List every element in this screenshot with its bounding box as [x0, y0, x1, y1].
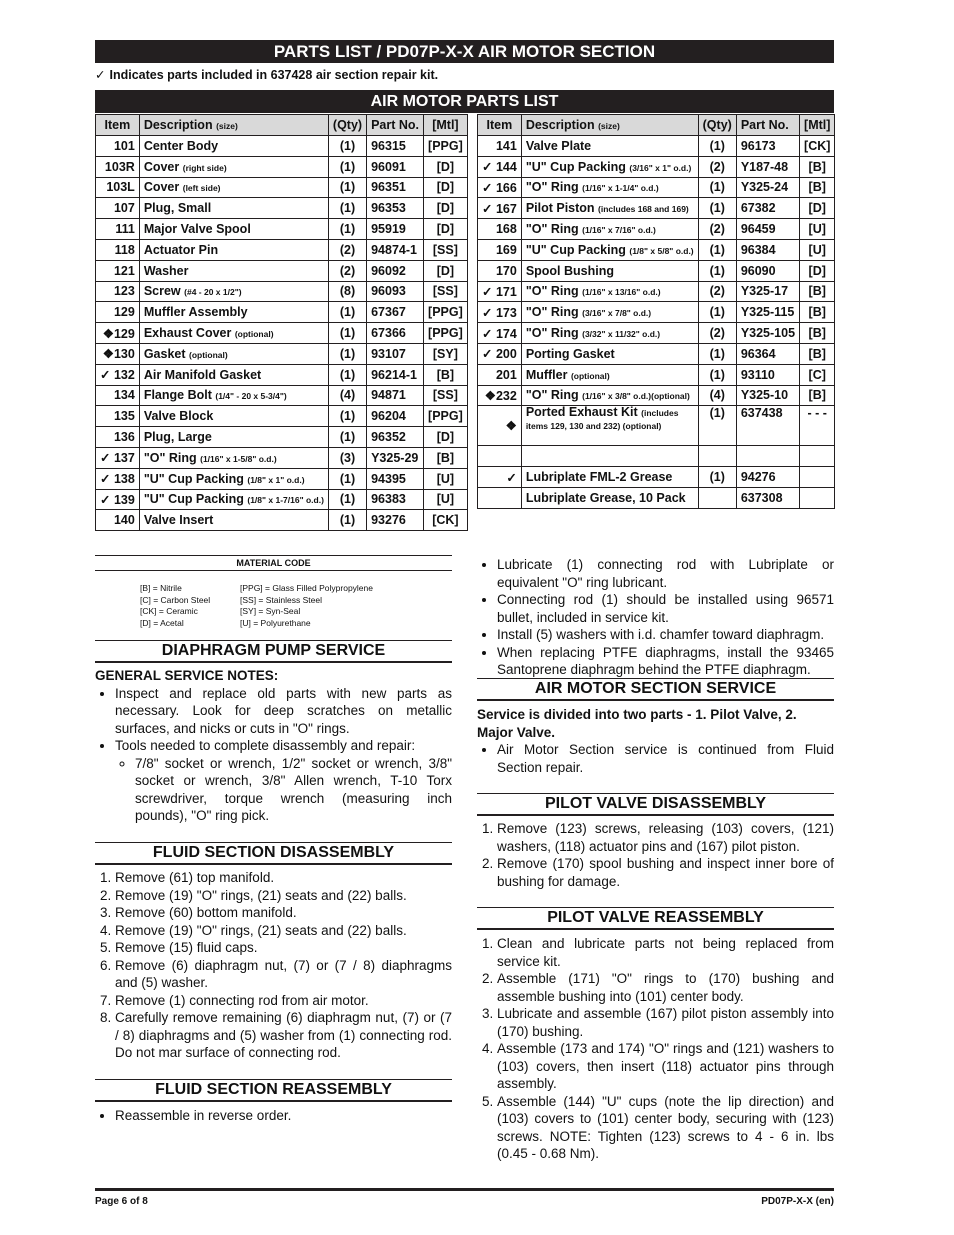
diaphragm-service-body — [95, 667, 452, 825]
table-row — [96, 156, 468, 177]
col-part-no: Part No. — [736, 115, 799, 136]
cell-part-no: 96091 — [367, 156, 424, 177]
cell-qty: (1) — [698, 177, 736, 198]
cell-item: 168 — [478, 219, 522, 240]
table-row — [96, 281, 468, 302]
cell-mtl: [PPG] — [424, 302, 468, 323]
table-header-row — [478, 115, 835, 136]
cell-description — [521, 446, 698, 467]
cell-part-no: 96351 — [367, 177, 424, 198]
material-code-entry: [D] = Acetal — [140, 617, 184, 628]
cell-qty: (2) — [698, 156, 736, 177]
cell-description: "O" Ring (1/16" x 13/16" o.d.) — [521, 281, 698, 302]
table-row — [478, 487, 835, 508]
cell-part-no: 94871 — [367, 385, 424, 406]
cell-mtl — [800, 467, 835, 488]
cell-mtl — [800, 446, 835, 467]
list-item: • Connecting rod (1) should be installed using 96571 bullet, included in service kit. — [497, 591, 834, 626]
document-code: PD07P-X-X (en) — [761, 1196, 834, 1207]
cell-mtl: [D] — [424, 260, 468, 281]
cell-mtl: [B] — [800, 323, 835, 344]
cell-mtl: [PPG] — [424, 406, 468, 427]
table-row — [478, 323, 835, 344]
cell-qty: (1) — [328, 427, 366, 448]
list-item: 2. Remove (170) spool bushing and inspect inner bore of bushing for damage. — [497, 855, 834, 890]
list-item: 3. Lubricate and assemble (167) pilot piston assembly into (170) bushing. — [497, 1005, 834, 1040]
table-row — [478, 446, 835, 467]
cell-mtl: [SS] — [424, 385, 468, 406]
table-header-row — [96, 115, 468, 136]
cell-mtl: - - - — [800, 406, 835, 446]
air-motor-service-heading: AIR MOTOR SECTION SERVICE — [477, 678, 834, 701]
parts-table-right — [477, 114, 835, 509]
cell-mtl: [D] — [424, 219, 468, 240]
cell-part-no: 67366 — [367, 323, 424, 344]
cell-item: ✓ 139 — [96, 489, 140, 510]
list-item: 7. Remove (1) connecting rod from air motor. — [115, 992, 452, 1010]
table-row — [478, 406, 835, 446]
cell-qty: (1) — [328, 198, 366, 219]
cell-description: Porting Gasket — [521, 343, 698, 364]
cell-description: Muffler (optional) — [521, 364, 698, 385]
cell-description: "O" Ring (1/16" x 1-1/4" o.d.) — [521, 177, 698, 198]
cell-mtl: [U] — [800, 219, 835, 240]
cell-item — [478, 487, 522, 508]
cell-description: Spool Bushing — [521, 260, 698, 281]
cell-part-no: Y325-10 — [736, 385, 799, 406]
diaphragm-service-heading: DIAPHRAGM PUMP SERVICE — [95, 640, 452, 663]
cell-item: 135 — [96, 406, 140, 427]
list-item: • Lubricate (1) connecting rod with Lubriplate or equivalent "O" ring lubricant. — [497, 556, 834, 591]
cell-part-no: 96093 — [367, 281, 424, 302]
cell-part-no: Y325-29 — [367, 447, 424, 468]
col-item: Item — [96, 115, 140, 136]
cell-part-no — [736, 446, 799, 467]
cell-mtl: [U] — [424, 489, 468, 510]
table-row — [96, 406, 468, 427]
cell-description: Screw (#4 - 20 x 1/2") — [139, 281, 328, 302]
page-title: PARTS LIST / PD07P-X-X AIR MOTOR SECTION — [95, 40, 834, 63]
list-item: 1. Remove (123) screws, releasing (103) covers, (121) washers, (118) actuator pins and (167) pilot piston. — [497, 820, 834, 855]
cell-mtl: [B] — [800, 343, 835, 364]
list-item: 2. Assemble (171) "O" rings to (170) bushing and assemble bushing into (101) center body. — [497, 970, 834, 1005]
cell-description: Valve Insert — [139, 510, 328, 531]
fluid-reassembly-body — [95, 1107, 452, 1125]
table-row — [96, 468, 468, 489]
list-item: 4. Remove (19) "O" rings, (21) seats and (22) balls. — [115, 922, 452, 940]
cell-qty: (1) — [698, 239, 736, 260]
cell-qty: (1) — [328, 156, 366, 177]
cell-description: Plug, Small — [139, 198, 328, 219]
cell-part-no: Y325-24 — [736, 177, 799, 198]
cell-item: 140 — [96, 510, 140, 531]
table-row — [478, 343, 835, 364]
list-item: 8. Carefully remove remaining (6) diaphragm nut, (7) or (7 / 8) diaphragms and (5) washer from (1) connecting rod. Do not mar surface of connecting rod. — [115, 1009, 452, 1062]
col-part-no: Part No. — [367, 115, 424, 136]
cell-item: ❖ — [478, 406, 522, 446]
cell-qty: (1) — [328, 489, 366, 510]
cell-description: Pilot Piston (includes 168 and 169) — [521, 198, 698, 219]
col-qty: (Qty) — [698, 115, 736, 136]
cell-qty: (1) — [328, 136, 366, 157]
cell-part-no: 94874-1 — [367, 239, 424, 260]
cell-part-no: 96204 — [367, 406, 424, 427]
cell-qty: (1) — [698, 364, 736, 385]
cell-item: ✓ 166 — [478, 177, 522, 198]
cell-qty: (1) — [698, 343, 736, 364]
cell-qty: (1) — [328, 219, 366, 240]
cell-item: 201 — [478, 364, 522, 385]
cell-part-no: 96353 — [367, 198, 424, 219]
fluid-disassembly-body — [95, 869, 452, 1062]
fluid-reassembly-body-cont — [477, 556, 834, 679]
cell-qty: (2) — [698, 323, 736, 344]
list-item: • Inspect and replace old parts with new parts as necessary. Look for deep scratches on metallic surfaces, and nicks or cuts in "O" rings. — [115, 685, 452, 738]
cell-qty: (1) — [328, 323, 366, 344]
cell-part-no: 95919 — [367, 219, 424, 240]
cell-mtl: [D] — [424, 156, 468, 177]
col-description: Description (size) — [139, 115, 328, 136]
cell-mtl: [D] — [800, 260, 835, 281]
material-code-col1 — [140, 583, 210, 629]
table-row — [96, 198, 468, 219]
cell-item: 141 — [478, 136, 522, 157]
cell-part-no: 67367 — [367, 302, 424, 323]
cell-description: "U" Cup Packing (1/8" x 1" o.d.) — [139, 468, 328, 489]
cell-item: 107 — [96, 198, 140, 219]
table-row — [96, 489, 468, 510]
table-row — [96, 343, 468, 364]
cell-qty: (1) — [698, 302, 736, 323]
cell-description: Muffler Assembly — [139, 302, 328, 323]
material-code-entry: [SY] = Syn-Seal — [240, 606, 301, 616]
cell-mtl: [C] — [800, 364, 835, 385]
cell-item: 103L — [96, 177, 140, 198]
material-code-entry: [B] = Nitrile — [140, 583, 182, 593]
cell-qty: (1) — [328, 468, 366, 489]
cell-part-no: Y187-48 — [736, 156, 799, 177]
cell-description: Washer — [139, 260, 328, 281]
cell-description: Major Valve Spool — [139, 219, 328, 240]
cell-item: 169 — [478, 239, 522, 260]
table-row — [96, 219, 468, 240]
cell-part-no: 93276 — [367, 510, 424, 531]
cell-part-no: 96315 — [367, 136, 424, 157]
table-row — [96, 239, 468, 260]
table-row — [478, 239, 835, 260]
cell-description: "O" Ring (3/32" x 11/32" o.d.) — [521, 323, 698, 344]
cell-qty: (1) — [328, 302, 366, 323]
cell-part-no: 96459 — [736, 219, 799, 240]
cell-mtl: [SY] — [424, 343, 468, 364]
cell-item: ✓ 167 — [478, 198, 522, 219]
cell-part-no: 96364 — [736, 343, 799, 364]
cell-qty: (1) — [698, 467, 736, 488]
cell-item: 103R — [96, 156, 140, 177]
cell-description: Valve Plate — [521, 136, 698, 157]
kit-note — [95, 67, 438, 82]
cell-qty: (1) — [328, 406, 366, 427]
cell-qty: (8) — [328, 281, 366, 302]
cell-item: ✓ 132 — [96, 364, 140, 385]
cell-description: Gasket (optional) — [139, 343, 328, 364]
cell-description: Cover (left side) — [139, 177, 328, 198]
cell-part-no: Y325-115 — [736, 302, 799, 323]
cell-mtl: [B] — [800, 177, 835, 198]
material-code-entry: [SS] = Stainless Steel — [240, 594, 322, 605]
cell-item: 121 — [96, 260, 140, 281]
cell-mtl: [B] — [800, 385, 835, 406]
cell-qty: (4) — [328, 385, 366, 406]
table-row — [96, 323, 468, 344]
cell-mtl: [B] — [800, 302, 835, 323]
cell-item: 123 — [96, 281, 140, 302]
cell-mtl: [U] — [800, 239, 835, 260]
cell-part-no: 96384 — [736, 239, 799, 260]
cell-item: ✓ 144 — [478, 156, 522, 177]
table-row — [96, 302, 468, 323]
table-row — [478, 198, 835, 219]
check-icon: ✓ — [95, 68, 106, 82]
cell-part-no: 96383 — [367, 489, 424, 510]
cell-qty: (1) — [328, 510, 366, 531]
cell-description: Cover (right side) — [139, 156, 328, 177]
cell-part-no: 94276 — [736, 467, 799, 488]
cell-description: "U" Cup Packing (1/8" x 5/8" o.d.) — [521, 239, 698, 260]
cell-qty — [698, 487, 736, 508]
material-code-entry: [C] = Carbon Steel — [140, 594, 211, 605]
air-motor-service-body — [477, 706, 834, 776]
material-code-entry: [U] = Polyurethane — [240, 617, 311, 628]
cell-item: ❖130 — [96, 343, 140, 364]
cell-mtl: [CK] — [424, 510, 468, 531]
cell-part-no: 93110 — [736, 364, 799, 385]
table-row — [478, 177, 835, 198]
cell-qty: (2) — [698, 219, 736, 240]
cell-item: ✓ 138 — [96, 468, 140, 489]
cell-description: Lubriplate FML-2 Grease — [521, 467, 698, 488]
pilot-disassembly-body — [477, 820, 834, 890]
cell-qty: (1) — [328, 343, 366, 364]
fluid-reassembly-heading: FLUID SECTION REASSEMBLY — [95, 1079, 452, 1102]
col-mtl: [Mtl] — [800, 115, 835, 136]
parts-table-left — [95, 114, 468, 531]
cell-mtl: [B] — [424, 447, 468, 468]
table-row — [96, 447, 468, 468]
pilot-reassembly-heading: PILOT VALVE REASSEMBLY — [477, 907, 834, 930]
cell-description: Lubriplate Grease, 10 Pack — [521, 487, 698, 508]
footer-rule — [95, 1188, 834, 1191]
cell-description: "O" Ring (1/16" x 7/16" o.d.) — [521, 219, 698, 240]
cell-part-no: Y325-105 — [736, 323, 799, 344]
air-motor-intro: Service is divided into two parts - 1. Pilot Valve, 2. Major Valve. — [477, 707, 797, 740]
cell-qty: (2) — [328, 260, 366, 281]
page-number: Page 6 of 8 — [95, 1196, 148, 1207]
cell-mtl: [D] — [424, 427, 468, 448]
cell-part-no: 67382 — [736, 198, 799, 219]
cell-mtl: [SS] — [424, 239, 468, 260]
cell-item: ✓ 174 — [478, 323, 522, 344]
table-row — [478, 281, 835, 302]
cell-qty: (2) — [328, 239, 366, 260]
table-row — [478, 302, 835, 323]
cell-mtl: [SS] — [424, 281, 468, 302]
table-row — [96, 177, 468, 198]
cell-mtl: [B] — [800, 156, 835, 177]
list-item: 5. Remove (15) fluid caps. — [115, 939, 452, 957]
cell-item: 118 — [96, 239, 140, 260]
table-row — [96, 136, 468, 157]
cell-description: Ported Exhaust Kit (includes items 129, 130 and 232) (optional) — [521, 406, 698, 446]
cell-item: ✓ 137 — [96, 447, 140, 468]
cell-qty: (3) — [328, 447, 366, 468]
cell-part-no: 94395 — [367, 468, 424, 489]
cell-mtl: [CK] — [800, 136, 835, 157]
cell-mtl: [D] — [800, 198, 835, 219]
list-item: • Install (5) washers with i.d. chamfer toward diaphragm. — [497, 626, 834, 644]
cell-description: Center Body — [139, 136, 328, 157]
cell-part-no: Y325-17 — [736, 281, 799, 302]
cell-qty: (1) — [698, 136, 736, 157]
pilot-disassembly-heading: PILOT VALVE DISASSEMBLY — [477, 793, 834, 816]
cell-mtl: [U] — [424, 468, 468, 489]
table-row — [96, 364, 468, 385]
material-code-entry: [CK] = Ceramic — [140, 606, 198, 616]
cell-item: ✓ — [478, 467, 522, 488]
cell-mtl: [PPG] — [424, 136, 468, 157]
cell-qty: (1) — [698, 406, 736, 446]
cell-description: Plug, Large — [139, 427, 328, 448]
cell-qty: (1) — [328, 177, 366, 198]
table-row — [478, 364, 835, 385]
cell-part-no: 96090 — [736, 260, 799, 281]
material-code-col2 — [240, 583, 373, 629]
cell-item: ✓ 171 — [478, 281, 522, 302]
pilot-reassembly-body — [477, 935, 834, 1163]
list-item: • Tools needed to complete disassembly and repair: ◦ 7/8" socket or wrench, 1/2" socket or wrench, 3/8" socket or wrench, 3/8" Allen wrench, T-10 Torx screwdriver, torque wrench (measuring inch pounds), "O" ring pick. — [115, 737, 452, 825]
cell-part-no: 96092 — [367, 260, 424, 281]
cell-item — [478, 446, 522, 467]
cell-description: "U" Cup Packing (1/8" x 1-7/16" o.d.) — [139, 489, 328, 510]
list-item: • Reassemble in reverse order. — [115, 1107, 452, 1125]
list-item: 4. Assemble (173 and 174) "O" rings and (121) washers to (103) covers, then insert (118) actuator pins through assembly. — [497, 1040, 834, 1093]
list-item: 6. Remove (6) diaphragm nut, (7) or (7 / 8) diaphragms and (5) washer. — [115, 957, 452, 992]
table-row — [96, 385, 468, 406]
parts-list-title: AIR MOTOR PARTS LIST — [95, 90, 834, 113]
cell-item: 134 — [96, 385, 140, 406]
cell-item: 101 — [96, 136, 140, 157]
cell-item: ❖232 — [478, 385, 522, 406]
cell-description: Actuator Pin — [139, 239, 328, 260]
cell-item: 170 — [478, 260, 522, 281]
cell-mtl: [PPG] — [424, 323, 468, 344]
list-item: 1. Clean and lubricate parts not being replaced from service kit. — [497, 935, 834, 970]
general-notes-heading: GENERAL SERVICE NOTES: — [95, 668, 279, 683]
cell-item: ❖129 — [96, 323, 140, 344]
cell-qty: (4) — [698, 385, 736, 406]
cell-part-no: 96173 — [736, 136, 799, 157]
cell-part-no: 96352 — [367, 427, 424, 448]
list-item: 2. Remove (19) "O" rings, (21) seats and (22) balls. — [115, 887, 452, 905]
table-row — [478, 219, 835, 240]
cell-item: 136 — [96, 427, 140, 448]
list-item: 5. Assemble (144) "U" cups (note the lip direction) and (103) covers to (101) center body, securing with (123) screws. NOTE: Tighten (123) screws to 4 - 6 in. lbs (0.45 - 0.68 Nm). — [497, 1093, 834, 1163]
cell-part-no: 96214-1 — [367, 364, 424, 385]
list-item: ◦ 7/8" socket or wrench, 1/2" socket or wrench, 3/8" socket or wrench, 3/8" Allen wrench, T-10 Torx screwdriver, torque wrench (measuring inch pounds), "O" ring pick. — [135, 755, 452, 825]
col-item: Item — [478, 115, 522, 136]
cell-mtl: [B] — [800, 281, 835, 302]
list-item: 3. Remove (60) bottom manifold. — [115, 904, 452, 922]
cell-qty: (1) — [698, 260, 736, 281]
cell-item: 111 — [96, 219, 140, 240]
material-code-entry: [PPG] = Glass Filled Polypropylene — [240, 583, 373, 593]
cell-mtl: [D] — [424, 177, 468, 198]
fluid-disassembly-heading: FLUID SECTION DISASSEMBLY — [95, 842, 452, 865]
col-mtl: [Mtl] — [424, 115, 468, 136]
col-qty: (Qty) — [328, 115, 366, 136]
table-row — [478, 156, 835, 177]
cell-qty — [698, 446, 736, 467]
cell-description: Air Manifold Gasket — [139, 364, 328, 385]
table-row — [478, 260, 835, 281]
table-row — [96, 260, 468, 281]
col-description: Description (size) — [521, 115, 698, 136]
cell-mtl: [D] — [424, 198, 468, 219]
list-item: • Air Motor Section service is continued from Fluid Section repair. — [497, 741, 834, 776]
cell-item: 129 — [96, 302, 140, 323]
cell-description: Valve Block — [139, 406, 328, 427]
table-row — [478, 467, 835, 488]
cell-part-no: 637308 — [736, 487, 799, 508]
list-item: 1. Remove (61) top manifold. — [115, 869, 452, 887]
cell-description: Flange Bolt (1/4" - 20 x 5-3/4") — [139, 385, 328, 406]
cell-part-no: 93107 — [367, 343, 424, 364]
material-code-title: MATERIAL CODE — [95, 555, 452, 571]
table-row — [96, 510, 468, 531]
cell-part-no: 637438 — [736, 406, 799, 446]
cell-description: "U" Cup Packing (3/16" x 1" o.d.) — [521, 156, 698, 177]
table-row — [478, 136, 835, 157]
cell-qty: (1) — [698, 198, 736, 219]
cell-description: "O" Ring (1/16" x 3/8" o.d.)(optional) — [521, 385, 698, 406]
cell-description: "O" Ring (1/16" x 1-5/8" o.d.) — [139, 447, 328, 468]
cell-mtl — [800, 487, 835, 508]
cell-item: ✓ 173 — [478, 302, 522, 323]
cell-qty: (1) — [328, 364, 366, 385]
cell-description: "O" Ring (3/16" x 7/8" o.d.) — [521, 302, 698, 323]
table-row — [478, 385, 835, 406]
cell-qty: (2) — [698, 281, 736, 302]
table-row — [96, 427, 468, 448]
cell-item: ✓ 200 — [478, 343, 522, 364]
kit-note-text: Indicates parts included in 637428 air section repair kit. — [109, 68, 439, 82]
cell-description: Exhaust Cover (optional) — [139, 323, 328, 344]
cell-mtl: [B] — [424, 364, 468, 385]
list-item: • When replacing PTFE diaphragms, install the 93465 Santoprene diaphragm behind the PTFE diaphragm. — [497, 644, 834, 679]
